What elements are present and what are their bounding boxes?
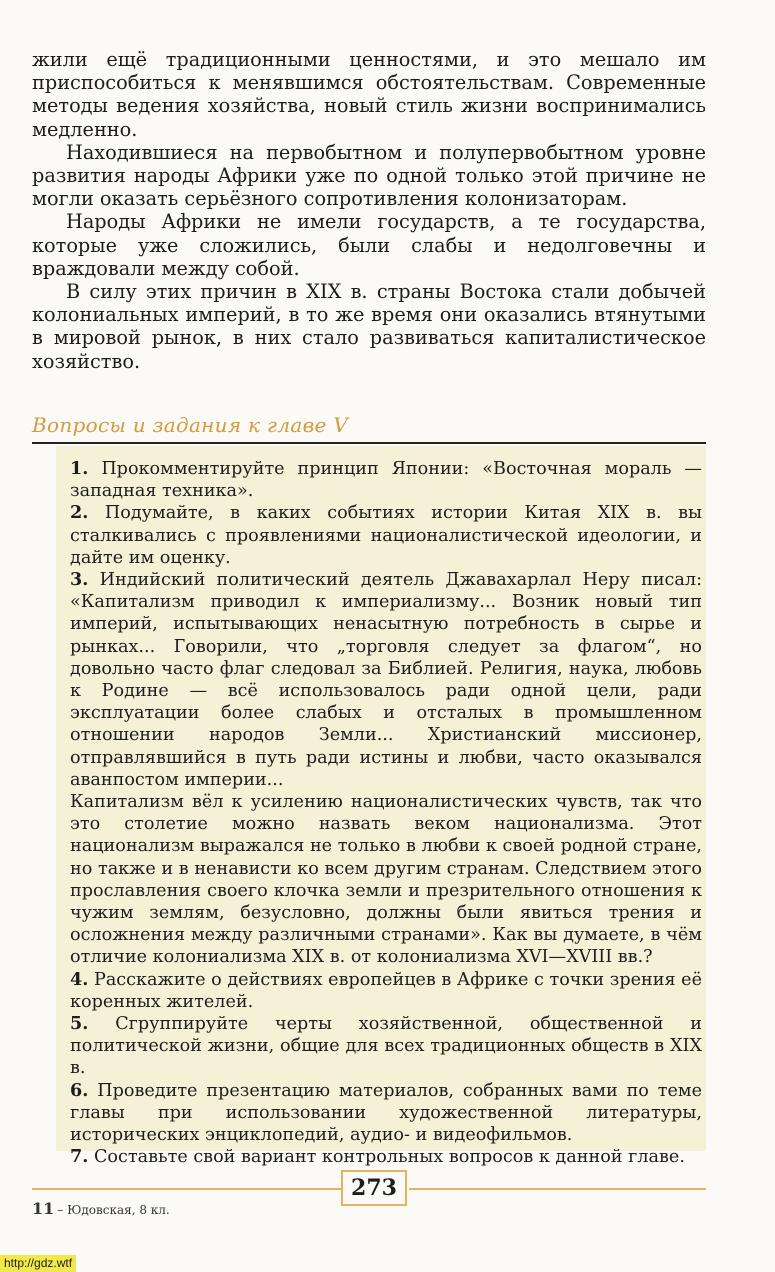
paragraph: жили ещё традиционными ценностями, и это мешало им приспособиться к менявшимся обстоятельствам. Современные методы ведения хозяйства, новый стиль жизни воспринимались медленно. xyxy=(32,48,706,141)
question-item xyxy=(70,502,702,569)
paragraph: Народы Африки не имели государств, а те государства, которые уже сложились, были слабы и недолговечны и враждовали между собой. xyxy=(32,210,706,280)
question-number: 6. xyxy=(70,1079,89,1101)
question-number: 1. xyxy=(70,458,89,479)
question-number: 4. xyxy=(70,968,89,990)
question-number: 5. xyxy=(70,1013,89,1035)
question-item xyxy=(70,791,702,969)
question-text: Проведите презентацию материалов, собранных вами по теме главы при использовании художественной литературы, исторических энциклопедий, аудио- и видеофильмов. xyxy=(70,1080,702,1146)
question-text: Прокомментируйте принцип Японии: «Восточная мораль — западная техника». xyxy=(70,459,702,502)
question-item xyxy=(70,1013,702,1080)
signature-number: 11 xyxy=(32,1199,55,1218)
page-number: 273 xyxy=(341,1170,407,1206)
signature-text: – Юдовская, 8 кл. xyxy=(57,1203,170,1217)
footer-rule-left xyxy=(32,1188,341,1190)
question-text: Подумайте, в каких событиях истории Китая XIX в. вы сталкивались с проявлениями националистической идеологии, и дайте им оценку. xyxy=(70,503,702,568)
question-number: 3. xyxy=(70,569,89,591)
question-text: Капитализм вёл к усилению националистических чувств, так что это столетие можно назвать веком национализма. Этот национализм выражался не только в любви к своей родной стране, но также и в ненависти ко всем другим странам. Следствием этого прославления своего клочка земли и презрительного отношения к чужим землям, безусловно, должны были явиться трения и осложнения между различными странами». Как вы думаете, в чём отличие колониализма XIX в. от колониализма XVI—XVIII вв.? xyxy=(70,792,702,968)
question-text: Составьте свой вариант контрольных вопросов к данной главе. xyxy=(93,1147,685,1168)
body-text xyxy=(32,48,706,373)
printer-signature xyxy=(32,1199,170,1218)
question-item xyxy=(70,569,702,791)
paragraph: Находившиеся на первобытном и полупервобытном уровне развития народы Африки уже по одной только этой причине не могли оказать серьёзного сопротивления колонизаторам. xyxy=(32,140,706,211)
watermark-link[interactable]: http://gdz.wtf xyxy=(0,1255,76,1272)
question-item xyxy=(70,458,702,502)
question-item xyxy=(70,1146,702,1168)
question-item xyxy=(70,1080,702,1147)
question-number: 2. xyxy=(70,502,89,524)
section-title: Вопросы и задания к главе V xyxy=(32,413,349,437)
question-item xyxy=(70,969,702,1013)
footer-rule-right xyxy=(409,1188,706,1190)
question-number: 7. xyxy=(70,1146,89,1168)
question-text: Индийский политический деятель Джавахарлал Неру писал: «Капитализм приводил к империализму... Возник новый тип империй, испытывающих ненасытную потребность в сырье и рынках... Говорили, что „торговля следует за флагом“, но довольно часто флаг следовал за Библией. Религия, наука, любовь к Родине — всё использовалось ради одной цели, ради эксплуатации более слабых и отсталых в промышленном отношении народов Земли... Христианский миссионер, отправлявшийся в путь ради истины и любви, часто оказывался аванпостом империи... xyxy=(70,570,702,790)
title-divider xyxy=(32,442,706,444)
questions-list xyxy=(70,458,702,1169)
paragraph: В силу этих причин в XIX в. страны Востока стали добычей колониальных империй, в то же время они оказались втянутыми в мировой рынок, в них стало развиваться капиталистическое хозяйство. xyxy=(32,280,706,373)
question-text: Расскажите о действиях европейцев в Африке с точки зрения её коренных жителей. xyxy=(70,969,702,1012)
question-text: Сгруппируйте черты хозяйственной, общественной и политической жизни, общие для всех традиционных обществ в XIX в. xyxy=(70,1014,702,1079)
